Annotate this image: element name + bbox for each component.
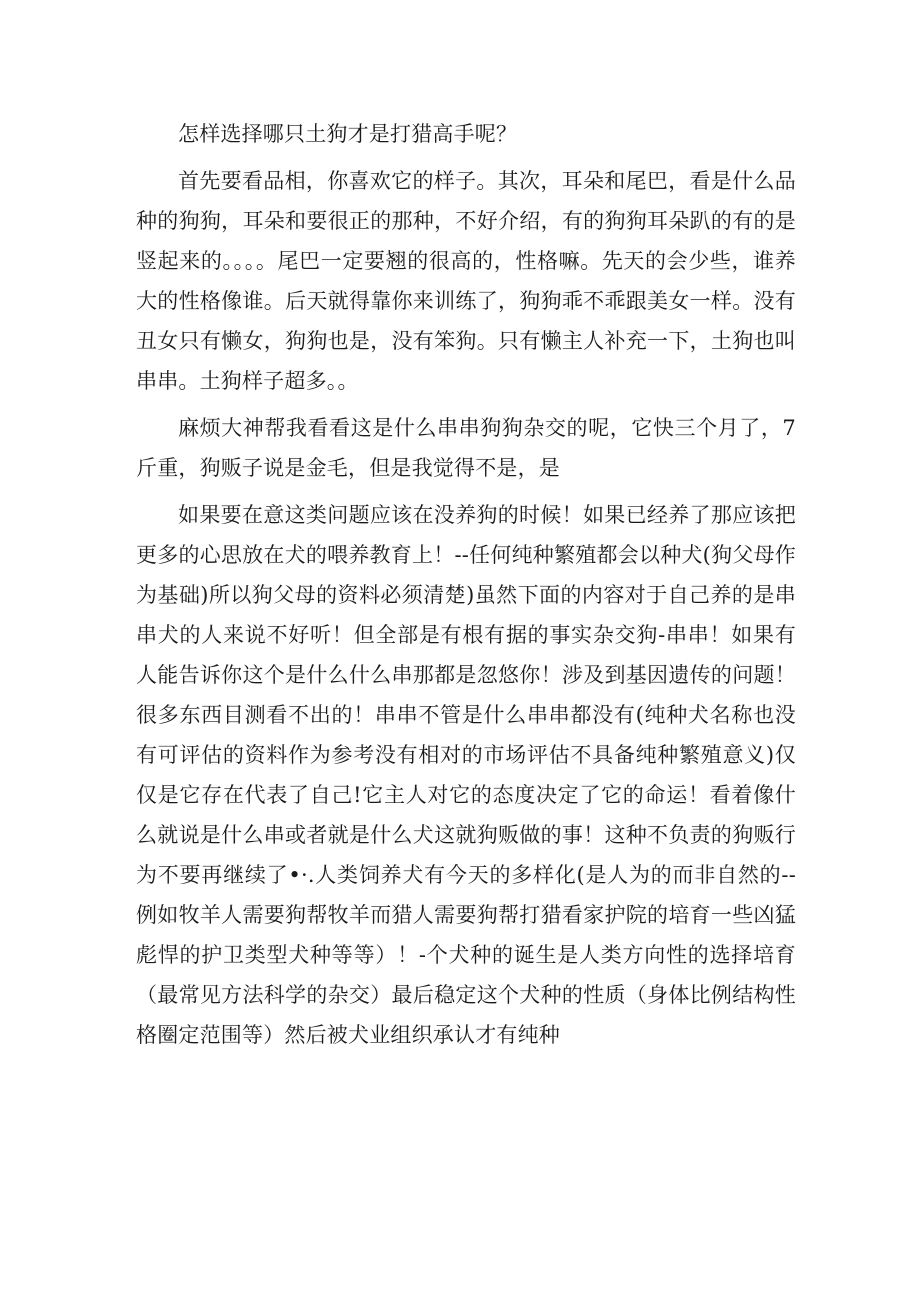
question-heading: 怎样选择哪只土狗才是打猎高手呢？ <box>178 122 518 146</box>
answer-paragraph-selection: 首先要看品相，你喜欢它的样子。其次，耳朵和尾巴，看是什么品种的狗狗，耳朵和要很正的那种，不好介绍，有的狗狗耳朵趴的有的是竖起来的。。。。尾巴一定要翘的很高的，性格嘛。先天的会少些，谁养大的性格像谁。后天就得靠你来训练了，狗狗乖不乖跟美女一样。没有丑女只有懒女，狗狗也是，没有笨狗。只有懒主人补充一下，土狗也叫串串。土狗样子超多。。 <box>136 169 796 393</box>
document-body <box>136 114 796 1055</box>
answer-paragraph-purebred: 如果要在意这类问题应该在没养狗的时候！如果已经养了那应该把更多的心思放在犬的喂养教育上！--任何纯种繁殖都会以种犬(狗父母作为基础)所以狗父母的资料必须清楚)虽然下面的内容对于自己养的是串串犬的人来说不好听！但全部是有根有据的事实杂交狗-串串！如果有人能告诉你这个是什么什么串那都是忽悠你！涉及到基因遗传的问题！很多东西目测看不出的！串串不管是什么串串都没有(纯种犬名称也没有可评估的资料作为参考没有相对的市场评估不具备纯种繁殖意义)仅仅是它存在代表了自己!它主人对它的态度决定了它的命运！看着像什么就说是什么串或者就是什么犬这就狗贩做的事！这种不负责的狗贩行为不要再继续了•·.人类饲养犬有今天的多样化(是人为的而非自然的--例如牧羊人需要狗帮牧羊而猎人需要狗帮打猎看家护院的培育一些凶猛彪悍的护卫类型犬种等等）！-个犬种的诞生是人类方向性的选择培育（最常见方法科学的杂交）最后稳定这个犬种的性质（身体比例结构性格圈定范围等）然后被犬业组织承认才有纯种 <box>136 503 796 1047</box>
question-paragraph-mixed-breed: 麻烦大神帮我看看这是什么串串狗狗杂交的呢，它快三个月了，7斤重，狗贩子说是金毛，但是我觉得不是，是 <box>136 416 796 480</box>
